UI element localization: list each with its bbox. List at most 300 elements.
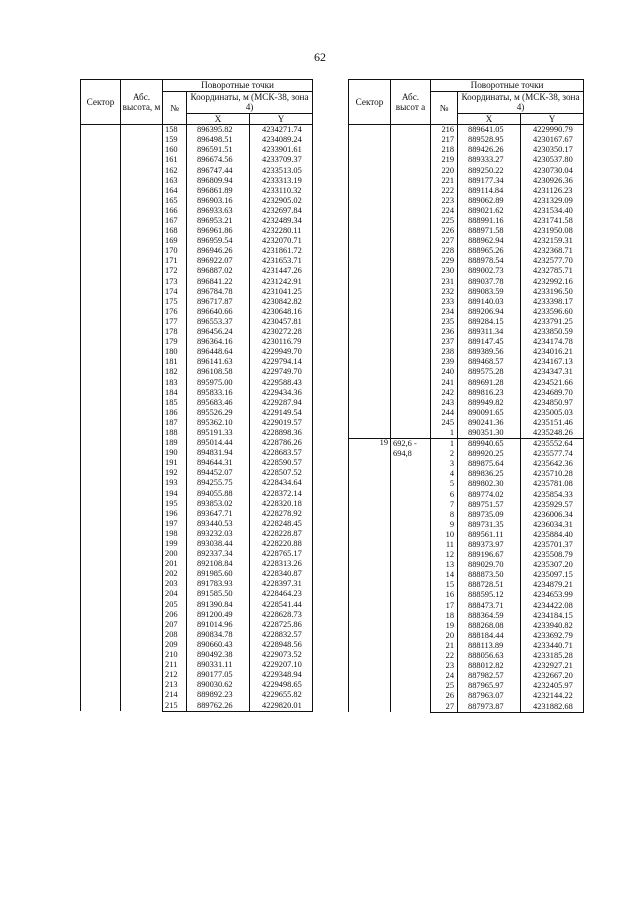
header-sector: Сектор: [349, 80, 391, 125]
coord-y: 4233440.71: [521, 641, 584, 651]
coord-x: 890177.05: [187, 670, 250, 680]
point-number: 10: [431, 530, 458, 540]
point-number: 234: [431, 307, 458, 317]
coord-x: 888873.50: [458, 570, 521, 580]
point-number: 26: [431, 692, 458, 702]
point-number: 164: [163, 186, 187, 196]
point-number: 204: [163, 590, 187, 600]
coord-y: 4233185.28: [521, 651, 584, 661]
point-number: 172: [163, 267, 187, 277]
point-number: 178: [163, 327, 187, 337]
header-sector: Сектор: [81, 80, 121, 125]
point-number: 181: [163, 357, 187, 367]
coord-x: 896784.78: [187, 287, 250, 297]
coord-y: 4228765.17: [250, 549, 313, 559]
coord-x: 896498.51: [187, 135, 250, 145]
coord-y: 4229149.54: [250, 408, 313, 418]
coord-y: 4228725.86: [250, 620, 313, 630]
coord-x: 891390.84: [187, 600, 250, 610]
point-number: 19: [431, 621, 458, 631]
coord-x: 889426.26: [458, 146, 521, 156]
coord-x: 890492.38: [187, 650, 250, 660]
point-number: 218: [431, 146, 458, 156]
point-number: 213: [163, 680, 187, 690]
coord-x: 889196.67: [458, 550, 521, 560]
coord-x: 888728.51: [458, 581, 521, 591]
point-number: 182: [163, 368, 187, 378]
point-number: 226: [431, 226, 458, 236]
sector-cell: [81, 125, 121, 711]
coord-x: 896717.87: [187, 297, 250, 307]
coord-y: 4232489.34: [250, 216, 313, 226]
point-number: 175: [163, 297, 187, 307]
point-number: 15: [431, 581, 458, 591]
point-number: 8: [431, 510, 458, 520]
coord-y: 4228228.87: [250, 529, 313, 539]
coord-y: 4234879.21: [521, 581, 584, 591]
point-number: 232: [431, 287, 458, 297]
coord-y: 4228507.52: [250, 469, 313, 479]
coord-y: 4232667.20: [521, 671, 584, 681]
coord-y: 4228683.57: [250, 448, 313, 458]
point-number: 210: [163, 650, 187, 660]
point-number: 209: [163, 640, 187, 650]
coord-y: 4234521.66: [521, 378, 584, 388]
point-number: 194: [163, 489, 187, 499]
coord-y: 4235701.37: [521, 540, 584, 550]
point-number: 227: [431, 236, 458, 246]
point-number: 228: [431, 246, 458, 256]
coord-x: 889389.56: [458, 347, 521, 357]
point-number: 23: [431, 661, 458, 671]
coord-y: 4228278.92: [250, 509, 313, 519]
point-number: 198: [163, 529, 187, 539]
coord-x: 888184.44: [458, 631, 521, 641]
point-number: 242: [431, 388, 458, 398]
point-number: 196: [163, 509, 187, 519]
coord-x: 889691.28: [458, 378, 521, 388]
coord-x: 889575.28: [458, 368, 521, 378]
coord-y: 4230272.28: [250, 327, 313, 337]
coord-y: 4232070.71: [250, 236, 313, 246]
point-number: 167: [163, 216, 187, 226]
coord-y: 4229287.94: [250, 398, 313, 408]
coord-x: 890351.30: [458, 428, 521, 439]
point-number: 1: [431, 428, 458, 439]
coord-x: 890834.78: [187, 630, 250, 640]
coord-x: 896903.16: [187, 196, 250, 206]
coord-x: 889468.57: [458, 357, 521, 367]
point-number: 173: [163, 277, 187, 287]
coord-x: 891014.96: [187, 620, 250, 630]
point-number: 168: [163, 226, 187, 236]
coord-y: 4230167.67: [521, 135, 584, 145]
coord-x: 889762.26: [187, 701, 250, 712]
point-number: 174: [163, 287, 187, 297]
point-number: 205: [163, 600, 187, 610]
point-number: 216: [431, 125, 458, 136]
table-row: [349, 125, 584, 136]
coord-x: 889751.57: [458, 500, 521, 510]
coord-y: 4231741.58: [521, 216, 584, 226]
coord-x: 894452.07: [187, 469, 250, 479]
coord-x: 888268.08: [458, 621, 521, 631]
coord-y: 4231041.25: [250, 287, 313, 297]
coord-y: 4234347.31: [521, 368, 584, 378]
coord-x: 896946.26: [187, 246, 250, 256]
coord-y: 4236034.31: [521, 520, 584, 530]
table-body-right: [349, 125, 584, 712]
coord-x: 896747.44: [187, 166, 250, 176]
coord-x: 888364.59: [458, 611, 521, 621]
point-number: 179: [163, 337, 187, 347]
point-number: 190: [163, 448, 187, 458]
point-number: 158: [163, 125, 187, 136]
coord-y: 4235884.40: [521, 530, 584, 540]
coord-x: 889641.05: [458, 125, 521, 136]
coord-y: 4232992.16: [521, 277, 584, 287]
point-number: 6: [431, 490, 458, 500]
coord-y: 4235781.08: [521, 480, 584, 490]
coord-x: 895191.33: [187, 428, 250, 438]
coord-x: 896364.16: [187, 337, 250, 347]
point-number: 159: [163, 135, 187, 145]
coord-y: 4229820.01: [250, 701, 313, 712]
point-number: 239: [431, 357, 458, 367]
coord-x: 891783.93: [187, 580, 250, 590]
header-number: №: [163, 91, 187, 125]
coord-y: 4233850.59: [521, 327, 584, 337]
coord-y: 4230116.79: [250, 337, 313, 347]
coord-x: 889875.64: [458, 459, 521, 469]
point-number: 222: [431, 186, 458, 196]
coord-y: 4229588.43: [250, 378, 313, 388]
coord-x: 894644.31: [187, 458, 250, 468]
coord-x: 889206.94: [458, 307, 521, 317]
table-row: [349, 439, 584, 450]
coord-y: 4228786.26: [250, 438, 313, 448]
point-number: 201: [163, 559, 187, 569]
coord-y: 4231950.08: [521, 226, 584, 236]
point-number: 17: [431, 601, 458, 611]
coord-y: 4234689.70: [521, 388, 584, 398]
coord-x: 896395.82: [187, 125, 250, 136]
coord-x: 888473.71: [458, 601, 521, 611]
coord-y: 4235248.26: [521, 428, 584, 439]
coordinates-table-left: [80, 79, 313, 712]
point-number: 224: [431, 206, 458, 216]
coord-x: 896108.58: [187, 368, 250, 378]
coord-x: 889311.34: [458, 327, 521, 337]
coord-x: 893440.53: [187, 519, 250, 529]
coord-y: 4234016.21: [521, 347, 584, 357]
point-number: 215: [163, 701, 187, 712]
coord-x: 888962.94: [458, 236, 521, 246]
coord-x: 891200.49: [187, 610, 250, 620]
point-number: 166: [163, 206, 187, 216]
coord-x: 896674.56: [187, 156, 250, 166]
coord-x: 892337.34: [187, 549, 250, 559]
coord-x: 894255.75: [187, 479, 250, 489]
point-number: 191: [163, 458, 187, 468]
coord-y: 4231653.71: [250, 257, 313, 267]
coord-x: 887963.07: [458, 692, 521, 702]
coord-y: 4235307.20: [521, 560, 584, 570]
coord-y: 4232368.71: [521, 246, 584, 256]
coord-y: 4232697.84: [250, 206, 313, 216]
coord-y: 4235710.28: [521, 470, 584, 480]
coord-x: 895526.29: [187, 408, 250, 418]
coord-x: 889177.34: [458, 176, 521, 186]
coord-x: 896640.66: [187, 307, 250, 317]
point-number: 7: [431, 500, 458, 510]
coord-y: 4228397.31: [250, 580, 313, 590]
point-number: 169: [163, 236, 187, 246]
coord-y: 4234850.97: [521, 398, 584, 408]
coord-x: 896959.54: [187, 236, 250, 246]
point-number: 207: [163, 620, 187, 630]
point-number: 219: [431, 156, 458, 166]
point-number: 187: [163, 418, 187, 428]
coord-y: 4229348.94: [250, 670, 313, 680]
point-number: 230: [431, 267, 458, 277]
coord-y: 4234422.08: [521, 601, 584, 611]
point-number: 236: [431, 327, 458, 337]
point-number: 189: [163, 438, 187, 448]
table-row: [81, 125, 313, 136]
coord-x: 889528.95: [458, 135, 521, 145]
point-number: 212: [163, 670, 187, 680]
point-number: 197: [163, 519, 187, 529]
coord-x: 889083.59: [458, 287, 521, 297]
coord-x: 896809.94: [187, 176, 250, 186]
coord-y: 4228434.64: [250, 479, 313, 489]
point-number: 184: [163, 388, 187, 398]
coord-y: 4231126.23: [521, 186, 584, 196]
coord-y: 4228541.44: [250, 600, 313, 610]
point-number: 243: [431, 398, 458, 408]
point-number: 160: [163, 146, 187, 156]
coord-x: 895975.00: [187, 378, 250, 388]
point-number: 14: [431, 570, 458, 580]
coord-y: 4230537.80: [521, 156, 584, 166]
coord-x: 891585.50: [187, 590, 250, 600]
header-abs-height: Абс. высота, м: [121, 80, 163, 125]
coord-y: 4235854.33: [521, 490, 584, 500]
point-number: 193: [163, 479, 187, 489]
coord-x: 893853.02: [187, 499, 250, 509]
point-number: 13: [431, 560, 458, 570]
point-number: 11: [431, 540, 458, 550]
header-coordinates: Координаты, м (МСК-38, зона 4): [458, 91, 584, 113]
coord-y: 4234271.74: [250, 125, 313, 136]
coord-y: 4230842.82: [250, 297, 313, 307]
coord-x: 887982.57: [458, 671, 521, 681]
coord-x: 888113.89: [458, 641, 521, 651]
header-y: Y: [521, 113, 584, 125]
coord-x: 895362.10: [187, 418, 250, 428]
coord-x: 889816.23: [458, 388, 521, 398]
point-number: 165: [163, 196, 187, 206]
page-number: 62: [314, 50, 326, 64]
coord-y: 4233313.19: [250, 176, 313, 186]
point-number: 5: [431, 480, 458, 490]
point-number: 176: [163, 307, 187, 317]
coord-y: 4231534.40: [521, 206, 584, 216]
point-number: 206: [163, 610, 187, 620]
point-number: 211: [163, 660, 187, 670]
coord-y: 4233398.17: [521, 297, 584, 307]
point-number: 203: [163, 580, 187, 590]
coord-x: 890091.65: [458, 408, 521, 418]
coord-x: 893232.03: [187, 529, 250, 539]
point-number: 12: [431, 550, 458, 560]
point-number: 186: [163, 408, 187, 418]
coord-y: 4235005.03: [521, 408, 584, 418]
coord-x: 889002.73: [458, 267, 521, 277]
coord-x: 890331.11: [187, 660, 250, 670]
coord-y: 4230648.16: [250, 307, 313, 317]
coord-y: 4228464.23: [250, 590, 313, 600]
point-number: 192: [163, 469, 187, 479]
point-number: 1: [431, 439, 458, 450]
height-cell: [121, 125, 163, 711]
coord-x: 896448.64: [187, 347, 250, 357]
coord-x: 896933.63: [187, 206, 250, 216]
coord-x: 889731.35: [458, 520, 521, 530]
point-number: 163: [163, 176, 187, 186]
coord-x: 889774.02: [458, 490, 521, 500]
coord-x: 889037.78: [458, 277, 521, 287]
coord-y: 4234174.78: [521, 337, 584, 347]
coord-x: 896961.86: [187, 226, 250, 236]
coord-y: 4232405.97: [521, 681, 584, 691]
coord-x: 893038.44: [187, 539, 250, 549]
header-abs-height: Абс. высот а: [391, 80, 431, 125]
coord-y: 4236006.34: [521, 510, 584, 520]
coord-x: 889062.89: [458, 196, 521, 206]
coord-y: 4231329.09: [521, 196, 584, 206]
point-number: 195: [163, 499, 187, 509]
coord-y: 4234184.15: [521, 611, 584, 621]
coord-x: 889114.84: [458, 186, 521, 196]
point-number: 225: [431, 216, 458, 226]
coord-y: 4230457.81: [250, 317, 313, 327]
point-number: 180: [163, 347, 187, 357]
point-number: 238: [431, 347, 458, 357]
coord-x: 890660.43: [187, 640, 250, 650]
coord-y: 4228628.73: [250, 610, 313, 620]
point-number: 199: [163, 539, 187, 549]
coord-y: 4235097.15: [521, 570, 584, 580]
coord-y: 4228340.87: [250, 569, 313, 579]
sector-number: 19: [349, 439, 391, 713]
coord-x: 889949.82: [458, 398, 521, 408]
abs-height-range: 692,6 - 694,8: [391, 439, 431, 713]
coord-x: 889147.45: [458, 337, 521, 347]
coord-x: 896922.07: [187, 257, 250, 267]
coord-x: 888595.12: [458, 591, 521, 601]
point-number: 223: [431, 196, 458, 206]
coord-y: 4233791.25: [521, 317, 584, 327]
coord-x: 896141.63: [187, 357, 250, 367]
point-number: 9: [431, 520, 458, 530]
point-number: 3: [431, 459, 458, 469]
point-number: 2: [431, 449, 458, 459]
point-number: 220: [431, 166, 458, 176]
coord-x: 891985.60: [187, 569, 250, 579]
coord-y: 4233692.79: [521, 631, 584, 641]
coord-y: 4233901.61: [250, 146, 313, 156]
coord-y: 4228248.45: [250, 519, 313, 529]
point-number: 177: [163, 317, 187, 327]
coord-x: 889836.25: [458, 470, 521, 480]
coord-y: 4230350.17: [521, 146, 584, 156]
coord-y: 4231447.26: [250, 267, 313, 277]
coord-x: 896861.89: [187, 186, 250, 196]
point-number: 24: [431, 671, 458, 681]
header-coordinates: Координаты, м (МСК-38, зона 4): [187, 91, 313, 113]
coord-y: 4229949.70: [250, 347, 313, 357]
coord-x: 890241.36: [458, 418, 521, 428]
point-number: 244: [431, 408, 458, 418]
coord-y: 4231242.91: [250, 277, 313, 287]
coord-y: 4234089.24: [250, 135, 313, 145]
coord-y: 4232144.22: [521, 692, 584, 702]
coord-y: 4229019.57: [250, 418, 313, 428]
coord-y: 4228313.26: [250, 559, 313, 569]
point-number: 4: [431, 470, 458, 480]
point-number: 25: [431, 681, 458, 691]
coord-y: 4235929.57: [521, 500, 584, 510]
point-number: 229: [431, 257, 458, 267]
coord-x: 889920.25: [458, 449, 521, 459]
coord-x: 889140.03: [458, 297, 521, 307]
point-number: 241: [431, 378, 458, 388]
coord-y: 4228898.36: [250, 428, 313, 438]
coord-y: 4229207.10: [250, 660, 313, 670]
coord-x: 888965.26: [458, 246, 521, 256]
coord-x: 889373.97: [458, 540, 521, 550]
coord-x: 892108.84: [187, 559, 250, 569]
point-number: 245: [431, 418, 458, 428]
coord-y: 4233110.32: [250, 186, 313, 196]
header-x: X: [187, 113, 250, 125]
coord-y: 4229073.52: [250, 650, 313, 660]
coord-x: 889561.11: [458, 530, 521, 540]
coord-x: 887973.87: [458, 702, 521, 713]
sector-cell: [349, 125, 391, 439]
coord-x: 895014.44: [187, 438, 250, 448]
coord-x: 889250.22: [458, 166, 521, 176]
header-x: X: [458, 113, 521, 125]
coord-y: 4231861.72: [250, 246, 313, 256]
point-number: 221: [431, 176, 458, 186]
coord-y: 4232159.31: [521, 236, 584, 246]
coord-x: 889940.65: [458, 439, 521, 450]
coord-y: 4230730.04: [521, 166, 584, 176]
coord-x: 888991.16: [458, 216, 521, 226]
coord-x: 890030.62: [187, 680, 250, 690]
coord-y: 4233596.60: [521, 307, 584, 317]
coord-y: 4231882.68: [521, 702, 584, 713]
point-number: 231: [431, 277, 458, 287]
coord-y: 4235577.74: [521, 449, 584, 459]
coord-y: 4229498.65: [250, 680, 313, 690]
point-number: 22: [431, 651, 458, 661]
coord-x: 888012.82: [458, 661, 521, 671]
coordinates-table-right: [348, 79, 584, 713]
